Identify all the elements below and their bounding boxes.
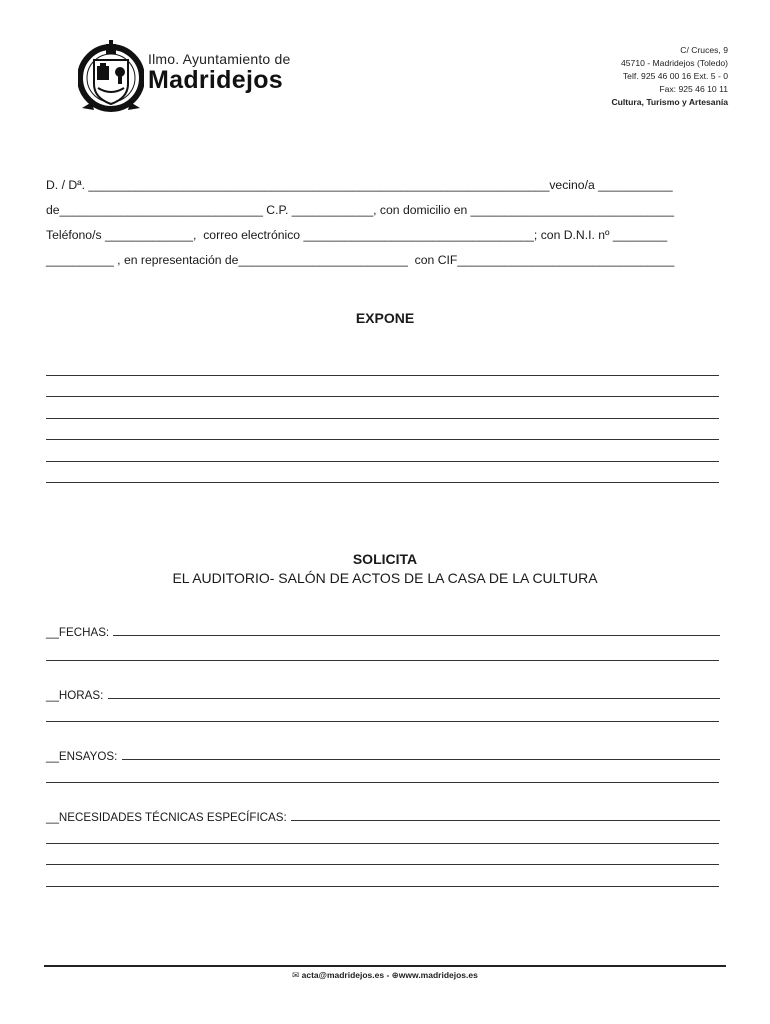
- footer: [0, 970, 770, 981]
- necesidades-field[interactable]: [46, 811, 720, 824]
- footer-separator: -: [384, 970, 392, 980]
- expone-line[interactable]: [46, 461, 719, 462]
- fechas-label: __FECHAS:: [46, 626, 113, 639]
- expone-line[interactable]: [46, 482, 719, 483]
- globe-icon: ⊕: [391, 970, 399, 980]
- ensayos-field[interactable]: [46, 750, 720, 763]
- coat-of-arms-icon: [78, 38, 144, 118]
- solicita-subheading: EL AUDITORIO- SALÓN DE ACTOS DE LA CASA DE LA CULTURA: [172, 570, 598, 586]
- footer-web[interactable]: www.madridejos.es: [398, 970, 478, 980]
- expone-line[interactable]: [46, 396, 719, 397]
- org-name-line1: Ilmo. Ayuntamiento de: [148, 51, 291, 67]
- org-name-line2: Madridejos: [148, 66, 283, 94]
- fechas-input-line[interactable]: [113, 635, 720, 636]
- applicant-line-1[interactable]: D. / Dª. ____________________________________________________________________vecino/a ___________: [46, 178, 673, 192]
- address-phone: Telf. 925 46 00 16 Ext. 5 - 0: [622, 71, 728, 82]
- footer-rule: [44, 965, 726, 967]
- horas-input-line[interactable]: [108, 698, 720, 699]
- address-block: [468, 44, 728, 109]
- necesidades-input-line[interactable]: [291, 820, 720, 821]
- address-street: C/ Cruces, 9: [680, 45, 728, 55]
- horas-extra-line[interactable]: [46, 721, 719, 722]
- horas-label: __HORAS:: [46, 689, 107, 702]
- necesidades-extra-line[interactable]: [46, 843, 719, 844]
- envelope-icon: ✉: [292, 970, 300, 980]
- necesidades-label: __NECESIDADES TÉCNICAS ESPECÍFICAS:: [46, 811, 290, 824]
- fechas-extra-line[interactable]: [46, 660, 719, 661]
- expone-line[interactable]: [46, 439, 719, 440]
- applicant-line-2[interactable]: de______________________________ C.P. ____________, con domicilio en ______________________________: [46, 203, 675, 217]
- horas-field[interactable]: [46, 689, 720, 702]
- applicant-line-4[interactable]: __________ , en representación de_________________________ con CIF________________________________: [46, 253, 675, 267]
- necesidades-extra-line[interactable]: [46, 864, 719, 865]
- necesidades-extra-line[interactable]: [46, 886, 719, 887]
- address-fax: Fax: 925 46 10 11: [659, 84, 728, 95]
- expone-line[interactable]: [46, 375, 719, 376]
- solicita-heading: SOLICITA: [352, 551, 418, 567]
- expone-heading: EXPONE: [355, 310, 415, 326]
- footer-email[interactable]: acta@madridejos.es: [301, 970, 385, 980]
- address-department: Cultura, Turismo y Artesanía: [611, 97, 728, 108]
- ensayos-input-line[interactable]: [122, 759, 720, 760]
- applicant-line-3[interactable]: Teléfono/s _____________, correo electrónico __________________________________; con D.N.I. nº ________: [46, 228, 668, 242]
- expone-line[interactable]: [46, 418, 719, 419]
- address-city: 45710 - Madridejos (Toledo): [620, 58, 728, 69]
- ensayos-extra-line[interactable]: [46, 782, 719, 783]
- fechas-field[interactable]: [46, 626, 720, 639]
- ensayos-label: __ENSAYOS:: [46, 750, 121, 763]
